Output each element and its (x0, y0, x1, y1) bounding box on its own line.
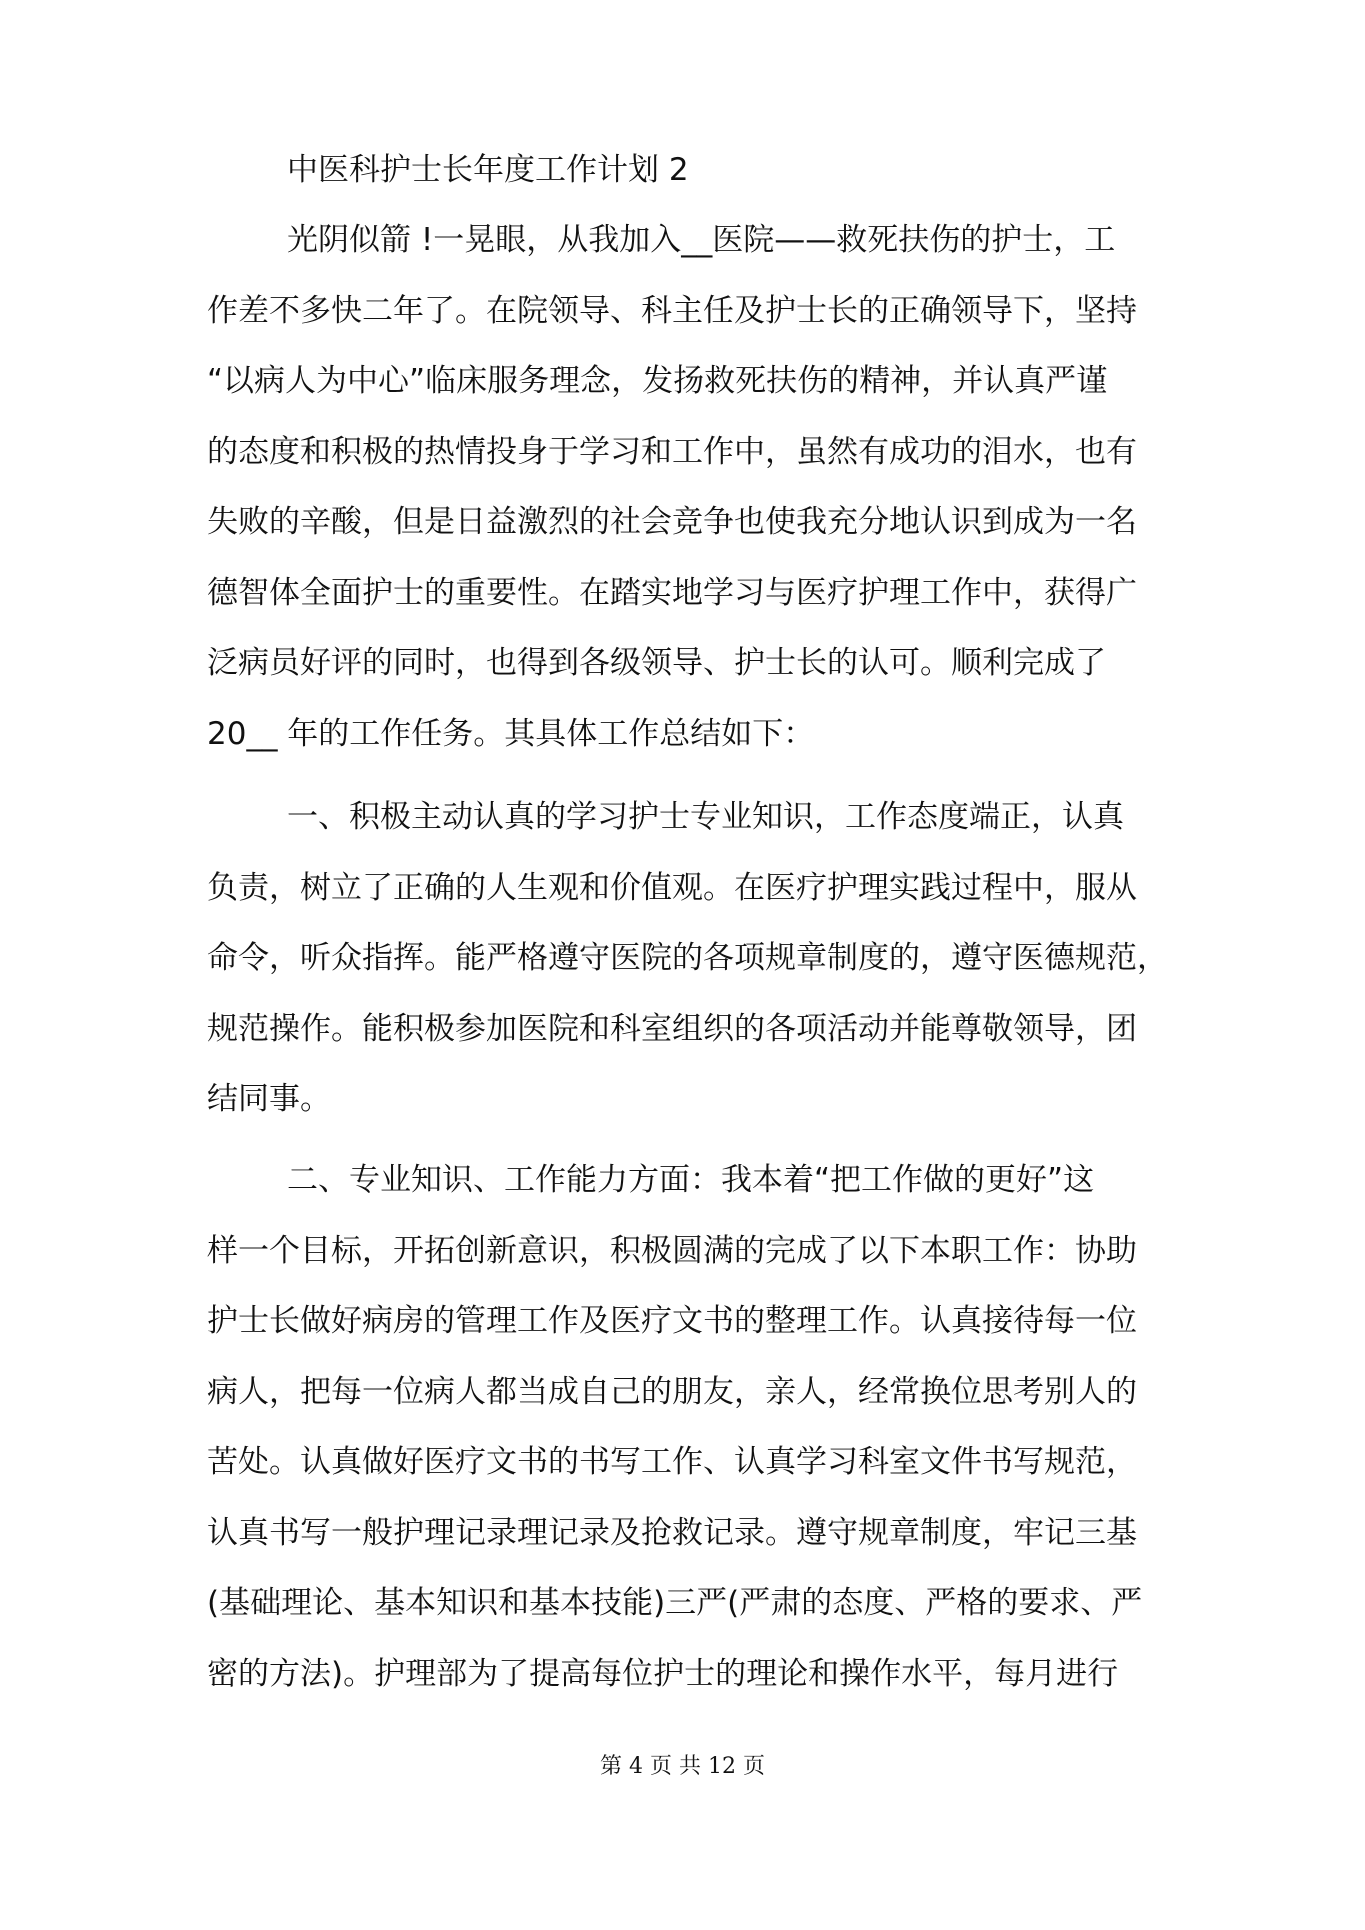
paragraph-line: 负责，树立了正确的人生观和价值观。在医疗护理实践过程中，服从 (207, 870, 1137, 906)
paragraph-line: 失败的辛酸，但是日益激烈的社会竞争也使我充分地认识到成为一名 (207, 504, 1137, 540)
paragraph-line: “以病人为中心”临床服务理念，发扬救死扶伤的精神，并认真严谨 (207, 363, 1108, 399)
paragraph-line: 泛病员好评的同时，也得到各级领导、护士长的认可。顺利完成了 (207, 645, 1106, 681)
paragraph-line: 的态度和积极的热情投身于学习和工作中，虽然有成功的泪水，也有 (207, 434, 1137, 470)
paragraph-line: 作差不多快二年了。在院领导、科主任及护士长的正确领导下，坚持 (207, 293, 1137, 329)
paragraph-line: 结同事。 (207, 1081, 331, 1117)
document-title: 中医科护士长年度工作计划 2 (287, 152, 689, 188)
paragraph-line: 规范操作。能积极参加医院和科室组织的各项活动并能尊敬领导，团 (207, 1011, 1137, 1047)
page-number-footer: 第 4 页 共 12 页 (600, 1754, 765, 1779)
paragraph-line: 病人，把每一位病人都当成自己的朋友，亲人，经常换位思考别人的 (207, 1374, 1137, 1410)
paragraph-line: 20__ 年的工作任务。其具体工作总结如下： (207, 716, 815, 752)
paragraph-line: 苦处。认真做好医疗文书的书写工作、认真学习科室文件书写规范， (207, 1444, 1137, 1480)
paragraph-line: 样一个目标，开拓创新意识，积极圆满的完成了以下本职工作：协助 (207, 1233, 1137, 1269)
paragraph-line: 认真书写一般护理记录理记录及抢救记录。遵守规章制度，牢记三基 (207, 1515, 1137, 1551)
paragraph-line: 一、积极主动认真的学习护士专业知识，工作态度端正，认真 (287, 799, 1124, 835)
paragraph-line: 二、专业知识、工作能力方面：我本着“把工作做的更好”这 (287, 1162, 1095, 1198)
paragraph-line: (基础理论、基本知识和基本技能)三严(严肃的态度、严格的要求、严 (207, 1585, 1143, 1621)
paragraph-line: 德智体全面护士的重要性。在踏实地学习与医疗护理工作中，获得广 (207, 575, 1137, 611)
paragraph-line: 密的方法)。护理部为了提高每位护士的理论和操作水平，每月进行 (207, 1656, 1119, 1692)
paragraph-line: 命令，听众指挥。能严格遵守医院的各项规章制度的，遵守医德规范， (207, 940, 1168, 976)
paragraph-line: 光阴似箭 !一晃眼，从我加入__医院——救死扶伤的护士，工 (287, 222, 1116, 258)
paragraph-line: 护士长做好病房的管理工作及医疗文书的整理工作。认真接待每一位 (207, 1303, 1137, 1339)
